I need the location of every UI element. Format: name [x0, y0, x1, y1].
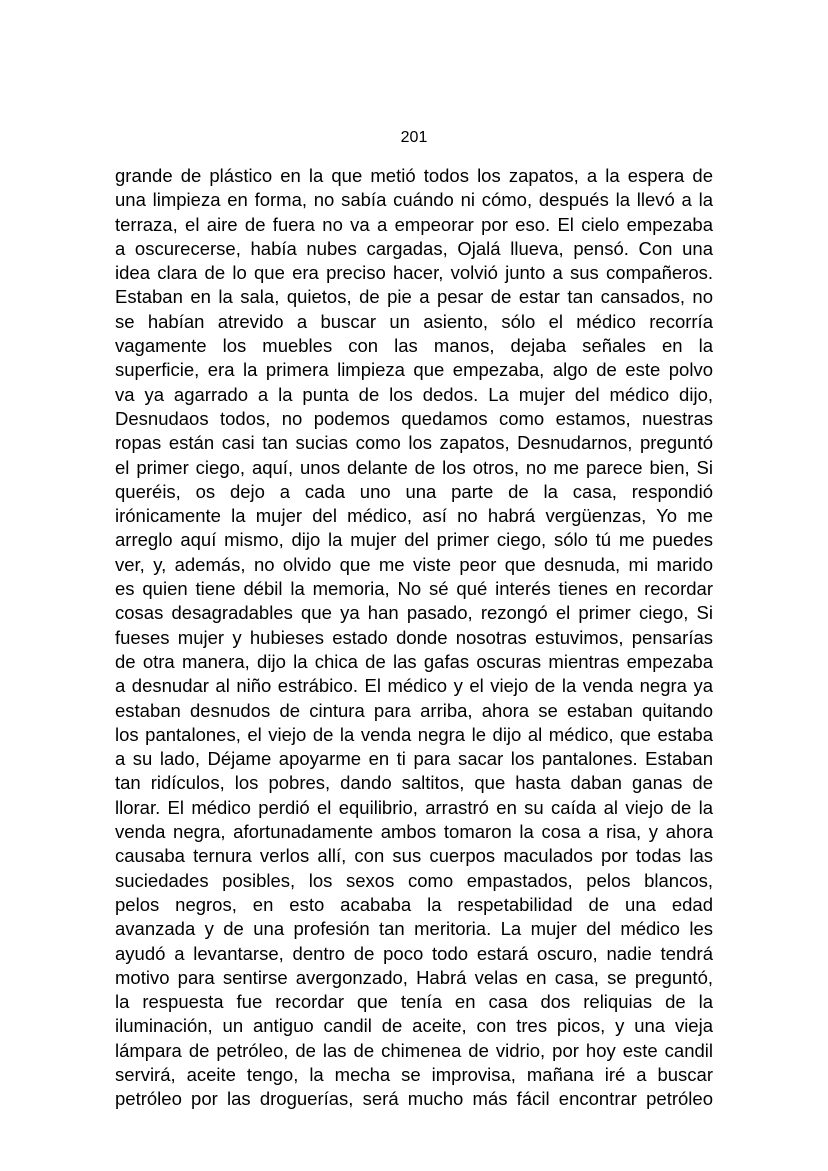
- text-line: terraza, el aire de fuera no va a empeorar por eso. El cielo empezaba: [115, 213, 713, 235]
- text-line: arreglo aquí mismo, dijo la mujer del primer ciego, sólo tú me puedes: [115, 529, 713, 551]
- text-line: avanzada y de una profesión tan meritoria. La mujer del médico les: [115, 918, 713, 940]
- text-line: suciedades posibles, los sexos como empastados, pelos blancos,: [115, 869, 713, 891]
- text-line: cosas desagradables que ya han pasado, rezongó el primer ciego, Si: [115, 602, 713, 624]
- text-line: motivo para sentirse avergonzado, Habrá velas en casa, se preguntó,: [115, 966, 713, 988]
- page-number: 201: [400, 129, 428, 146]
- text-line: superficie, era la primera limpieza que empezaba, algo de este polvo: [115, 359, 713, 381]
- text-line: irónicamente la mujer del médico, así no habrá vergüenzas, Yo me: [115, 505, 713, 527]
- text-line: queréis, os dejo a cada uno una parte de la casa, respondió: [115, 480, 713, 502]
- text-line: ver, y, además, no olvido que me viste peor que desnuda, mi marido: [115, 553, 713, 575]
- text-line: la respuesta fue recordar que tenía en casa dos reliquias de la: [115, 991, 713, 1013]
- text-line: ropas están casi tan sucias como los zapatos, Desnudarnos, preguntó: [115, 432, 713, 454]
- text-line: fueses mujer y hubieses estado donde nosotras estuvimos, pensarías: [115, 626, 713, 648]
- text-line: venda negra, afortunadamente ambos tomaron la cosa a risa, y ahora: [115, 821, 713, 843]
- text-line: vagamente los muebles con las manos, dejaba señales en la: [115, 335, 713, 357]
- text-line: lámpara de petróleo, de las de chimenea de vidrio, por hoy este candil: [115, 1039, 713, 1061]
- text-line: Estaban en la sala, quietos, de pie a pesar de estar tan cansados, no: [115, 286, 713, 308]
- text-line: causaba ternura verlos allí, con sus cuerpos maculados por todas las: [115, 845, 713, 867]
- text-line: los pantalones, el viejo de la venda negra le dijo al médico, que estaba: [115, 723, 713, 745]
- text-line: iluminación, un antiguo candil de aceite, con tres picos, y una vieja: [115, 1015, 713, 1037]
- text-line: el primer ciego, aquí, unos delante de los otros, no me parece bien, Si: [115, 456, 713, 478]
- text-line: a desnudar al niño estrábico. El médico y el viejo de la venda negra ya: [115, 675, 713, 697]
- text-line: de otra manera, dijo la chica de las gafas oscuras mientras empezaba: [115, 650, 713, 672]
- text-line: tan ridículos, los pobres, dando saltitos, que hasta daban ganas de: [115, 772, 713, 794]
- text-line: a oscurecerse, había nubes cargadas, Ojalá llueva, pensó. Con una: [115, 237, 713, 259]
- text-line: grande de plástico en la que metió todos los zapatos, a la espera de: [115, 165, 713, 186]
- text-line: estaban desnudos de cintura para arriba, ahora se estaban quitando: [115, 699, 713, 721]
- text-line: a su lado, Déjame apoyarme en ti para sacar los pantalones. Estaban: [115, 748, 713, 770]
- text-line: es quien tiene débil la memoria, No sé qué interés tienes en recordar: [115, 578, 713, 600]
- text-line: ayudó a levantarse, dentro de poco todo estará oscuro, nadie tendrá: [115, 942, 713, 964]
- text-line: una limpieza en forma, no sabía cuándo ni cómo, después la llevó a la: [115, 189, 713, 211]
- text-line: llorar. El médico perdió el equilibrio, arrastró en su caída al viejo de la: [115, 796, 713, 818]
- text-line: va ya agarrado a la punta de los dedos. La mujer del médico dijo,: [115, 383, 713, 405]
- text-line: servirá, aceite tengo, la mecha se improvisa, mañana iré a buscar: [115, 1063, 713, 1085]
- text-line: pelos negros, en esto acababa la respetabilidad de una edad: [115, 893, 713, 915]
- text-line: Desnudaos todos, no podemos quedamos como estamos, nuestras: [115, 407, 713, 429]
- text-line: idea clara de lo que era preciso hacer, volvió junto a sus compañeros.: [115, 262, 713, 284]
- text-line: petróleo por las droguerías, será mucho más fácil encontrar petróleo: [115, 1088, 713, 1110]
- text-line: se habían atrevido a buscar un asiento, sólo el médico recorría: [115, 310, 713, 332]
- body-text: [115, 164, 713, 1112]
